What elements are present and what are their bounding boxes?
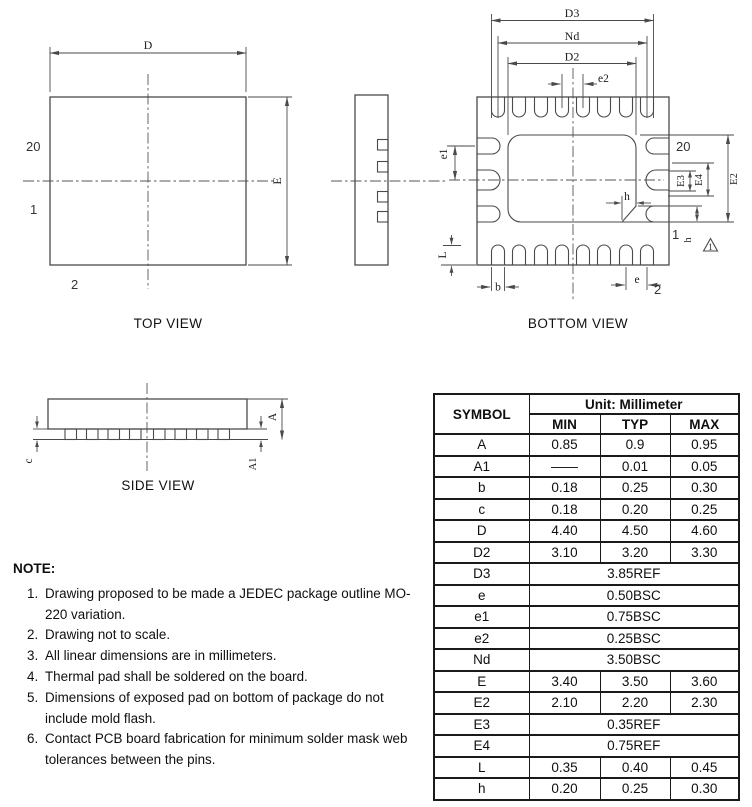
- cell-span: 0.35REF: [529, 714, 739, 736]
- cell-max: 4.60: [670, 520, 739, 542]
- cell-max: 0.45: [670, 757, 739, 779]
- table-row: [434, 520, 739, 542]
- note-item: [13, 646, 423, 667]
- pin2-label: 2: [71, 277, 79, 292]
- cell-span: 0.75BSC: [529, 606, 739, 628]
- dim-label-e1: e1: [438, 148, 450, 160]
- dimension-e1: [438, 146, 475, 180]
- cell-symbol: L: [434, 757, 529, 779]
- note-text: Contact PCB board fabrication for minimum solder mask web tolerances between the pins.: [45, 731, 408, 768]
- dim-label-A1: A1: [248, 457, 259, 471]
- cell-span: 3.50BSC: [529, 649, 739, 671]
- cell-min: 0.18: [529, 499, 600, 521]
- dimension-h-vertical: [683, 207, 697, 243]
- cell-symbol: h: [434, 778, 529, 800]
- table-row: [434, 628, 739, 650]
- cell-symbol: A: [434, 434, 529, 456]
- cell-symbol: E: [434, 671, 529, 693]
- note-item: [13, 625, 423, 646]
- cell-symbol: A1: [434, 456, 529, 478]
- edge-profile-view: [331, 95, 447, 265]
- dim-label-E4: E4: [694, 174, 705, 186]
- table-header-row: [434, 394, 739, 414]
- side-view: [23, 383, 288, 493]
- cell-typ: 0.9: [600, 434, 670, 456]
- cell-min: 4.40: [529, 520, 600, 542]
- cell-symbol: D3: [434, 563, 529, 585]
- cell-symbol: E2: [434, 692, 529, 714]
- note-item: [13, 729, 423, 771]
- cell-typ: 0.01: [600, 456, 670, 478]
- dimension-E3: [676, 171, 690, 191]
- note-text: Dimensions of exposed pad on bottom of package do not include mold flash.: [45, 689, 384, 726]
- side-view-caption: SIDE VIEW: [121, 478, 195, 493]
- note-number: 1.: [27, 585, 39, 601]
- note-number: 3.: [27, 648, 39, 664]
- notes-section: [13, 559, 423, 771]
- note-text: Thermal pad shall be soldered on the board.: [45, 668, 308, 684]
- dim-label-L: L: [437, 251, 449, 259]
- cell-symbol: e2: [434, 628, 529, 650]
- cell-span: 0.50BSC: [529, 585, 739, 607]
- thermal-pad-outline: [508, 135, 636, 222]
- dimension-A: [267, 399, 282, 440]
- table-row: [434, 757, 739, 779]
- table-row: [434, 714, 739, 736]
- top-view-caption: TOP VIEW: [133, 316, 203, 331]
- note-reference-triangle: [704, 239, 718, 253]
- bottom-edge-pads: [492, 245, 654, 265]
- bottom-view: [437, 6, 740, 331]
- dim-label-b: b: [495, 281, 501, 294]
- note-number: 4.: [27, 668, 39, 684]
- notes-title: NOTE:: [13, 561, 56, 576]
- table-row: [434, 542, 739, 564]
- cell-typ: 0.25: [600, 778, 670, 800]
- cell-span: 0.25BSC: [529, 628, 739, 650]
- pin20-label: 20: [676, 139, 691, 154]
- dim-label-D3: D3: [564, 6, 580, 20]
- cell-typ: 0.25: [600, 477, 670, 499]
- cell-min: 0.85: [529, 434, 600, 456]
- top-view: [23, 38, 292, 331]
- table-row: [434, 671, 739, 693]
- dim-label-A: A: [267, 412, 279, 422]
- pin2-label: 2: [654, 282, 662, 297]
- cell-typ: 0.40: [600, 757, 670, 779]
- pin20-label: 20: [26, 139, 41, 154]
- cell-symbol: c: [434, 499, 529, 521]
- note-number: 2.: [27, 627, 39, 643]
- table-row: [434, 499, 739, 521]
- dim-label-D: D: [143, 38, 153, 52]
- dimension-E2: [728, 135, 740, 222]
- header-unit: Unit: Millimeter: [529, 394, 739, 414]
- profile-body-outline: [355, 95, 388, 265]
- cell-max: 3.60: [670, 671, 739, 693]
- cell-symbol: D2: [434, 542, 529, 564]
- note-text: All linear dimensions are in millimeters.: [45, 648, 277, 664]
- dimension-Nd: [498, 29, 647, 118]
- table-row: [434, 649, 739, 671]
- dim-label-E3: E3: [676, 175, 687, 187]
- table-row: [434, 692, 739, 714]
- header-min: MIN: [529, 414, 600, 434]
- cell-span: 0.75REF: [529, 735, 739, 757]
- dimension-D2: [508, 50, 636, 136]
- cell-max: 2.30: [670, 692, 739, 714]
- cell-typ: 3.50: [600, 671, 670, 693]
- dimension-A1: [248, 416, 261, 470]
- cell-min: 3.40: [529, 671, 600, 693]
- cell-max: 0.95: [670, 434, 739, 456]
- pin1-label: 1: [30, 202, 38, 217]
- dim-label-Nd: Nd: [564, 29, 580, 43]
- dim-label-E2: E2: [729, 173, 740, 185]
- cell-min: ——: [529, 456, 600, 478]
- dim-label-E: E: [270, 177, 284, 185]
- table-row: [434, 434, 739, 456]
- pin1-label: 1: [672, 227, 680, 242]
- cell-symbol: E4: [434, 735, 529, 757]
- dimension-E: [248, 97, 292, 265]
- note-item: [13, 584, 423, 626]
- dimension-E4: [694, 163, 708, 196]
- dimension-L: [437, 235, 476, 276]
- dimension-e2: [548, 73, 609, 108]
- table-row: [434, 735, 739, 757]
- note-ref-number: 1: [708, 242, 713, 253]
- cell-min: 0.35: [529, 757, 600, 779]
- cell-min: 0.18: [529, 477, 600, 499]
- package-body-outline: [48, 399, 247, 429]
- cell-typ: 0.20: [600, 499, 670, 521]
- dimension-table: [433, 393, 740, 801]
- note-number: 5.: [27, 689, 39, 705]
- cell-typ: 2.20: [600, 692, 670, 714]
- cell-max: 0.30: [670, 477, 739, 499]
- note-number: 6.: [27, 731, 39, 747]
- top-edge-pads: [492, 97, 654, 117]
- cell-symbol: E3: [434, 714, 529, 736]
- note-text: Drawing not to scale.: [45, 627, 171, 643]
- cell-symbol: Nd: [434, 649, 529, 671]
- header-symbol: SYMBOL: [434, 394, 529, 434]
- dimension-h-horizontal: [606, 191, 651, 220]
- table-row: [434, 778, 739, 800]
- cell-symbol: e: [434, 585, 529, 607]
- cell-symbol: e1: [434, 606, 529, 628]
- table-row: [434, 585, 739, 607]
- note-item: [13, 688, 423, 730]
- note-text: Drawing proposed to be made a JEDEC package outline MO-220 variation.: [45, 585, 411, 622]
- table-row: [434, 563, 739, 585]
- cell-min: 2.10: [529, 692, 600, 714]
- cell-max: 0.05: [670, 456, 739, 478]
- cell-typ: 4.50: [600, 520, 670, 542]
- dim-label-D2: D2: [564, 49, 580, 64]
- table-row: [434, 456, 739, 478]
- cell-symbol: b: [434, 477, 529, 499]
- cell-typ: 3.20: [600, 542, 670, 564]
- dim-label-c: c: [23, 458, 35, 464]
- note-item: [13, 667, 423, 688]
- dimension-b: [477, 267, 519, 294]
- header-max: MAX: [670, 414, 739, 434]
- dim-label-h-vertical: h: [683, 237, 694, 243]
- table-row: [434, 606, 739, 628]
- cell-min: 0.20: [529, 778, 600, 800]
- cell-max: 3.30: [670, 542, 739, 564]
- cell-min: 3.10: [529, 542, 600, 564]
- dim-label-h-horizontal: h: [624, 191, 630, 203]
- bottom-view-caption: BOTTOM VIEW: [527, 316, 629, 331]
- cell-max: 0.25: [670, 499, 739, 521]
- cell-max: 0.30: [670, 778, 739, 800]
- table-row: [434, 477, 739, 499]
- dim-label-e2: e2: [598, 73, 609, 85]
- header-typ: TYP: [600, 414, 670, 434]
- cell-symbol: D: [434, 520, 529, 542]
- dim-label-e: e: [634, 274, 640, 286]
- cell-span: 3.85REF: [529, 563, 739, 585]
